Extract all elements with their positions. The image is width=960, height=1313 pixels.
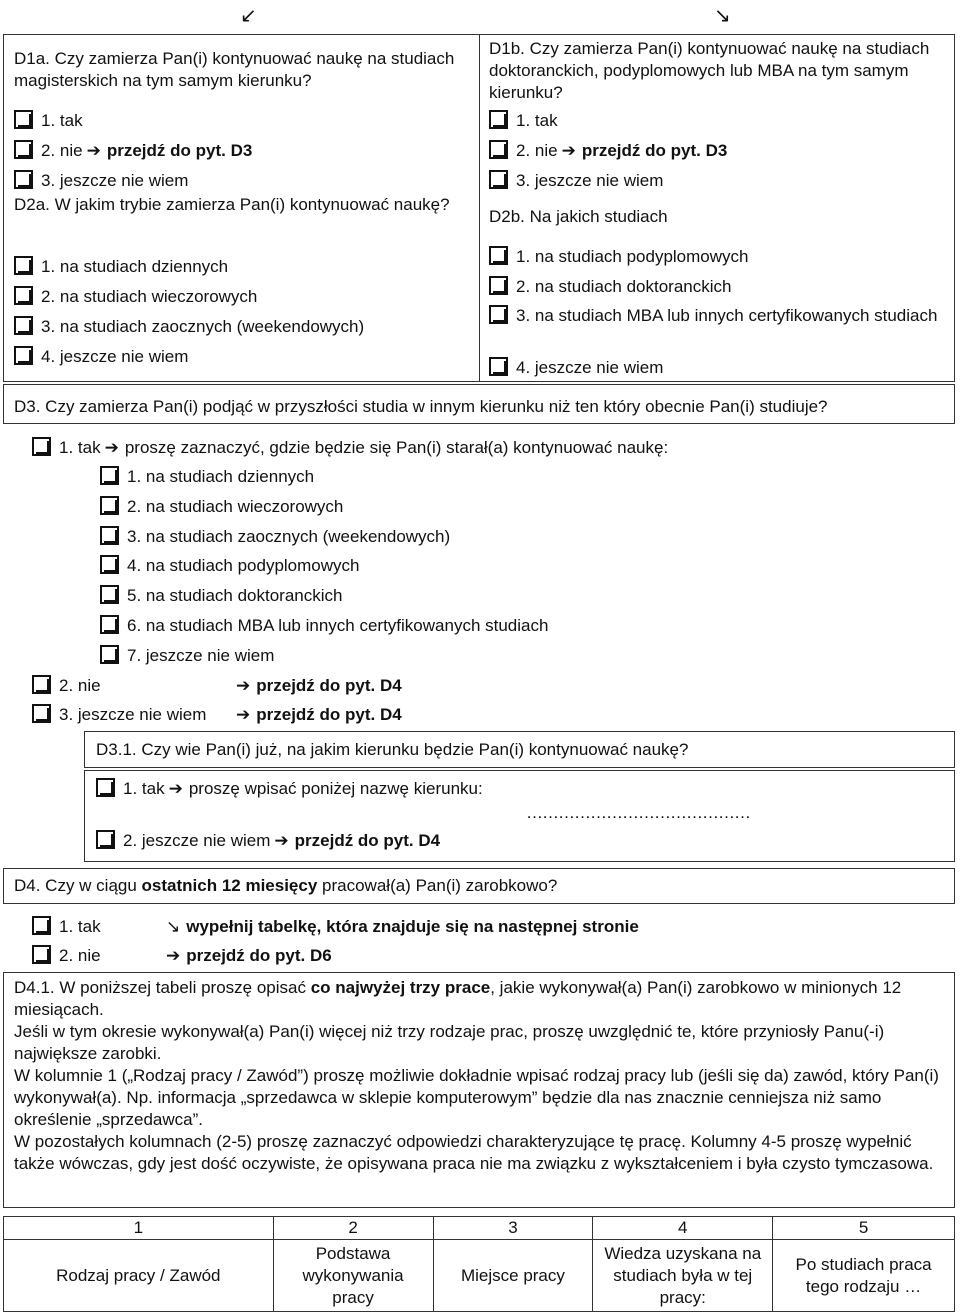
checkbox-icon[interactable] [100,555,118,573]
d3-sub-option[interactable]: 5. na studiach doktoranckich [100,585,342,607]
column-number: 5 [773,1217,955,1240]
d1a-option-yes[interactable]: 1. tak [14,110,83,132]
d3-sub-option[interactable]: 2. na studiach wieczorowych [100,496,343,518]
checkbox-icon[interactable] [14,346,32,364]
checkbox-icon[interactable] [100,615,118,633]
checkbox-icon[interactable] [14,256,32,274]
column-number: 1 [4,1217,274,1240]
d2a-option[interactable]: 1. na studiach dziennych [14,256,228,278]
d1b-option-dontknow[interactable]: 3. jeszcze nie wiem [489,170,663,192]
checkbox-icon[interactable] [100,526,118,544]
checkbox-icon[interactable] [14,286,32,304]
d31-option-yes[interactable]: 1. tak ➔ proszę wpisać poniżej nazwę kierunku: [96,778,483,800]
arrow-right-icon: ➔ [166,946,181,965]
checkbox-icon[interactable] [32,704,50,722]
d2a-option[interactable]: 4. jeszcze nie wiem [14,346,188,368]
arrow-right-icon: ➔ [274,831,289,850]
arrow-down-left-icon: ↙ [240,5,257,27]
arrow-right-icon: ➔ [561,141,576,160]
column-header: Miejsce pracy [433,1240,593,1312]
d1a-option-no[interactable]: 2. nie ➔ przejdź do pyt. D3 [14,140,252,162]
column-number: 4 [593,1217,773,1240]
d3-sub-option[interactable]: 1. na studiach dziennych [100,466,314,488]
d41-paragraph: W kolumnie 1 („Rodzaj pracy / Zawód”) proszę możliwie dokładnie wpisać rodzaj pracy lub (jeśli się da) zawód, który Pan(i) wykonywał(a). Np. informacja „sprzedawca w sklepie komputerowym” będzie dla nas znacznie cenniejsza niż samo określenie „sprzedawca”. [14,1066,939,1129]
d3-sub-option[interactable]: 3. na studiach zaocznych (weekendowych) [100,526,450,548]
d3-sub-option[interactable]: 7. jeszcze nie wiem [100,645,274,667]
checkbox-icon[interactable] [14,316,32,334]
d2b-option[interactable]: 4. jeszcze nie wiem [489,357,663,379]
arrow-right-icon: ➔ [86,141,101,160]
checkbox-icon[interactable] [489,305,507,323]
d2b-option[interactable]: 1. na studiach podyplomowych [489,246,748,268]
d2a-question: D2a. W jakim trybie zamierza Pan(i) kontynuować naukę? [14,195,450,214]
d3-sub-option[interactable]: 4. na studiach podyplomowych [100,555,359,577]
column-number: 3 [433,1217,593,1240]
checkbox-icon[interactable] [100,645,118,663]
d41-paragraph: D4.1. W poniższej tabeli proszę opisać co najwyżej trzy prace, jakie wykonywał(a) Pan(i) zarobkowo w minionych 12 miesiącach. [14,978,902,1019]
column-divider [479,34,480,382]
arrow-right-icon: ➔ [236,676,251,695]
column-header: Wiedza uzyskana na studiach była w tej pracy: [593,1240,773,1312]
column-header: Rodzaj pracy / Zawód [4,1240,274,1312]
column-header: Podstawa wykonywania pracy [273,1240,433,1312]
d3-option-dontknow-skip: ➔ przejdź do pyt. D4 [236,705,402,724]
d4-option-yes[interactable]: 1. tak [32,916,101,938]
checkbox-icon[interactable] [14,170,32,188]
d4-option-no-skip: ➔ przejdź do pyt. D6 [166,946,332,965]
d3-option-no[interactable]: 2. nie [32,675,101,697]
column-header: Po studiach praca tego rodzaju … [773,1240,955,1312]
d1b-option-no[interactable]: 2. nie ➔ przejdź do pyt. D3 [489,140,727,162]
d2b-option[interactable]: 2. na studiach doktoranckich [489,276,731,298]
d2a-option[interactable]: 2. na studiach wieczorowych [14,286,257,308]
d3-question: D3. Czy zamierza Pan(i) podjąć w przyszłości studia w innym kierunku niż ten który obecnie Pan(i) studiuje? [14,397,828,416]
checkbox-icon[interactable] [489,276,507,294]
d1b-option-yes[interactable]: 1. tak [489,110,558,132]
arrow-right-icon: ➔ [236,705,251,724]
d4-option-yes-instruction: ↘ wypełnij tabelkę, która znajduje się na następnej stronie [166,917,639,936]
checkbox-icon[interactable] [489,357,507,375]
checkbox-icon[interactable] [100,585,118,603]
checkbox-icon[interactable] [32,675,50,693]
d2b-question: D2b. Na jakich studiach [489,207,668,226]
d2a-option[interactable]: 3. na studiach zaocznych (weekendowych) [14,316,364,338]
d41-paragraph: Jeśli w tym okresie wykonywał(a) Pan(i) więcej niż trzy rodzaje prac, proszę uwzględnić te, które przyniosły Panu(-i) największe zarobki. [14,1022,885,1063]
d3-sub-option[interactable]: 6. na studiach MBA lub innych certyfikowanych studiach [100,615,548,637]
arrow-down-right-icon: ↘ [714,5,731,27]
d2b-option[interactable]: 3. na studiach MBA lub innych certyfikowanych studiach [489,305,944,327]
checkbox-icon[interactable] [32,916,50,934]
d41-instructions [14,977,944,1175]
arrow-right-icon: ➔ [168,779,183,798]
jobs-table [3,1216,955,1312]
checkbox-icon[interactable] [100,466,118,484]
checkbox-icon[interactable] [489,170,507,188]
d31-write-in-field[interactable]: …………………………………… [526,803,750,822]
d1a-question: D1a. Czy zamierza Pan(i) kontynuować naukę na studiach magisterskich na tym samym kierunku? [14,49,455,90]
checkbox-icon[interactable] [96,830,114,848]
checkbox-icon[interactable] [96,778,114,796]
checkbox-icon[interactable] [489,110,507,128]
arrow-down-right-icon: ↘ [166,917,181,936]
d3-option-no-skip: ➔ przejdź do pyt. D4 [236,676,402,695]
checkbox-icon[interactable] [32,945,50,963]
d3-option-dontknow[interactable]: 3. jeszcze nie wiem [32,704,206,726]
checkbox-icon[interactable] [32,437,50,455]
checkbox-icon[interactable] [100,496,118,514]
checkbox-icon[interactable] [14,140,32,158]
d4-question: D4. Czy w ciągu ostatnich 12 miesięcy pracował(a) Pan(i) zarobkowo? [14,876,558,895]
checkbox-icon[interactable] [14,110,32,128]
d31-option-dontknow[interactable]: 2. jeszcze nie wiem ➔ przejdź do pyt. D4 [96,830,440,852]
d31-question: D3.1. Czy wie Pan(i) już, na jakim kierunku będzie Pan(i) kontynuować naukę? [96,740,689,759]
d41-paragraph: W pozostałych kolumnach (2-5) proszę zaznaczyć odpowiedzi charakteryzujące tę pracę. Kolumny 4-5 proszę wypełnić także wówczas, gdy jest dość oczywiste, że opisywana praca nie ma związku z wykształceniem i była czysto tymczasowa. [14,1132,934,1173]
d1b-question: D1b. Czy zamierza Pan(i) kontynuować naukę na studiach doktoranckich, podyplomowych lub MBA na tym samym kierunku? [489,39,930,102]
d3-option-yes[interactable]: 1. tak ➔ proszę zaznaczyć, gdzie będzie się Pan(i) starał(a) kontynuować naukę: [32,437,668,459]
checkbox-icon[interactable] [489,140,507,158]
d4-option-no[interactable]: 2. nie [32,945,101,967]
d1a-option-dontknow[interactable]: 3. jeszcze nie wiem [14,170,188,192]
checkbox-icon[interactable] [489,246,507,264]
column-number: 2 [273,1217,433,1240]
arrow-right-icon: ➔ [104,438,119,457]
